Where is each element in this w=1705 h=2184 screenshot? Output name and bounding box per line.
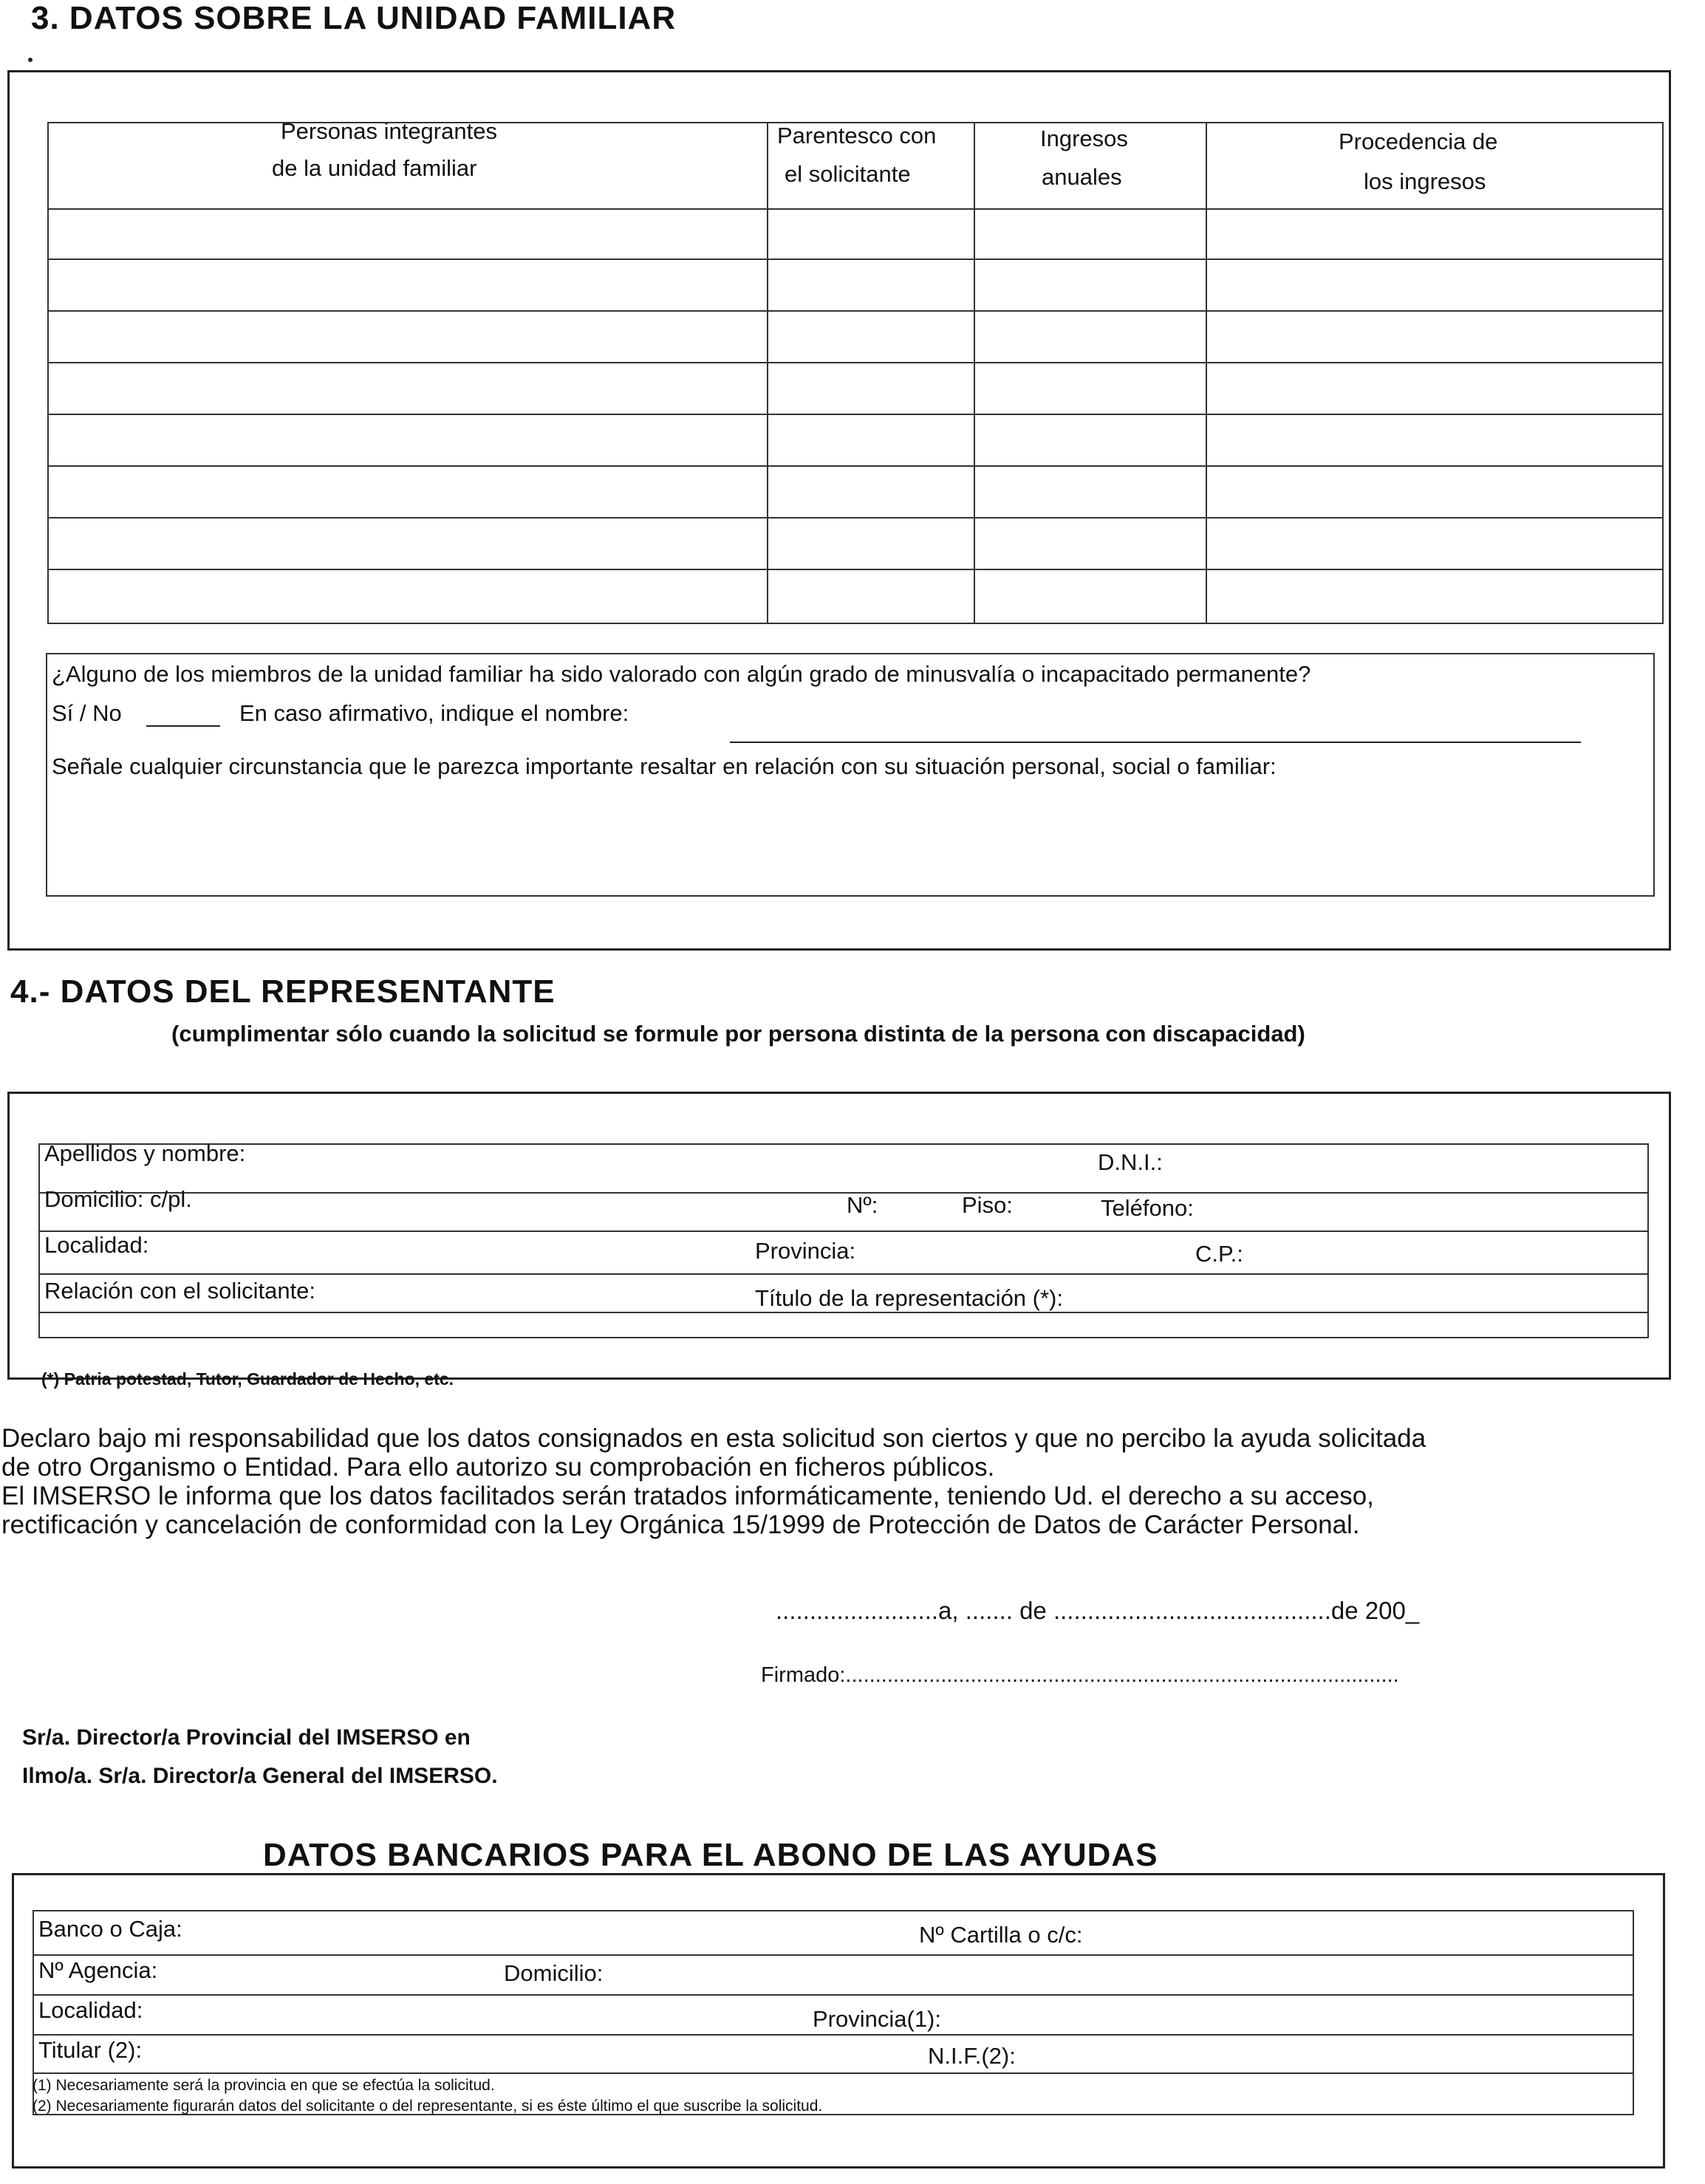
agencia-label[interactable]: Nº Agencia: [38, 1957, 158, 1983]
bank-provincia-label[interactable]: Provincia(1): [813, 2006, 941, 2032]
firmado-line[interactable]: Firmado:............................................................................................. [761, 1663, 1399, 1687]
table-row[interactable] [47, 570, 1664, 624]
addressee-line1: Sr/a. Director/a Provincial del IMSERSO en [22, 1725, 471, 1750]
minusvalia-question: ¿Alguno de los miembros de la unidad familiar ha sido valorado con algún grado de minusvalía o incapacitado permanente? [52, 661, 1311, 687]
dni-label[interactable]: D.N.I.: [1098, 1149, 1163, 1175]
apellidos-label[interactable]: Apellidos y nombre: [44, 1140, 246, 1166]
si-no-field[interactable] [146, 725, 220, 727]
header-personas-2: de la unidad familiar [272, 155, 477, 181]
header-personas-1: Personas integrantes [281, 118, 497, 144]
table-row[interactable] [47, 467, 1664, 518]
field-divider [33, 2034, 1634, 2036]
field-divider [38, 1192, 1649, 1194]
declaration-line1: Declaro bajo mi responsabilidad que los datos consignados en esta solicitud son ciertos y que no percibo la ayuda solicitada [1, 1424, 1426, 1453]
numero-label[interactable]: Nº: [847, 1192, 878, 1218]
table-row[interactable] [47, 518, 1664, 570]
addressee-line2: Ilmo/a. Sr/a. Director/a General del IMSERSO. [22, 1764, 498, 1788]
cartilla-label[interactable]: Nº Cartilla o c/c: [919, 1922, 1083, 1948]
date-line[interactable]: ........................a, ....... de .........................................de 200_ [776, 1597, 1420, 1624]
cp-label[interactable]: C.P.: [1195, 1241, 1243, 1267]
provincia-label[interactable]: Provincia: [755, 1238, 856, 1264]
localidad-label[interactable]: Localidad: [44, 1232, 149, 1258]
header-ingresos-2: anuales [1042, 164, 1122, 190]
declaration-line3: El IMSERSO le informa que los datos facilitados serán tratados informáticamente, teniendo Ud. el derecho a su acceso, [1, 1482, 1374, 1510]
declaration-line2: de otro Organismo o Entidad. Para ello autorizo su comprobación en ficheros públicos. [1, 1453, 995, 1482]
field-divider [38, 1273, 1649, 1275]
table-row[interactable] [47, 260, 1664, 312]
titular-label[interactable]: Titular (2): [38, 2037, 143, 2063]
relacion-label[interactable]: Relación con el solicitante: [44, 1278, 316, 1304]
table-row[interactable] [47, 363, 1664, 415]
header-ingresos-1: Ingresos [1040, 126, 1128, 151]
section4-title: 4.- DATOS DEL REPRESENTANTE [10, 973, 556, 1010]
bank-note2: (2) Necesariamente figurarán datos del solicitante o del representante, si es éste último el que suscribe la solicitud. [33, 2098, 823, 2115]
bank-note1: (1) Necesariamente será la provincia en que se efectúa la solicitud. [33, 2077, 495, 2094]
si-no-label: Sí / No [52, 700, 122, 726]
bank-localidad-label[interactable]: Localidad: [38, 1997, 143, 2023]
header-procedencia-2: los ingresos [1364, 168, 1486, 194]
bank-title: DATOS BANCARIOS PARA EL ABONO DE LAS AYUDAS [263, 1837, 1158, 1873]
section3-title: 3. DATOS SOBRE LA UNIDAD FAMILIAR [31, 0, 677, 36]
circunstancia-field[interactable] [52, 790, 1640, 886]
field-divider [38, 1230, 1649, 1232]
field-divider [33, 2072, 1634, 2074]
nif-label[interactable]: N.I.F.(2): [928, 2043, 1016, 2069]
table-row[interactable] [47, 415, 1664, 467]
section4-subtitle: (cumplimentar sólo cuando la solicitud se formule por persona distinta de la persona con discapacidad) [171, 1021, 1305, 1047]
field-divider [38, 1312, 1649, 1313]
table-row[interactable] [47, 312, 1664, 363]
header-parentesco-1: Parentesco con [777, 123, 937, 148]
titulo-label[interactable]: Título de la representación (*): [755, 1285, 1063, 1311]
field-divider [33, 1994, 1634, 1996]
banco-label[interactable]: Banco o Caja: [38, 1916, 182, 1942]
field-divider [33, 1954, 1634, 1956]
circunstancia-label: Señale cualquier circunstancia que le parezca importante resaltar en relación con su situación personal, social o familiar: [52, 753, 1277, 779]
declaration-line4: rectificación y cancelación de conformidad con la Ley Orgánica 15/1999 de Protección de Datos de Carácter Personal. [1, 1510, 1360, 1539]
piso-label[interactable]: Piso: [962, 1192, 1013, 1218]
domicilio-label[interactable]: Domicilio: c/pl. [44, 1186, 192, 1212]
header-parentesco-2: el solicitante [785, 161, 911, 187]
caso-afirmativo-label: En caso afirmativo, indique el nombre: [239, 700, 629, 726]
table-row[interactable] [47, 208, 1664, 260]
representante-footnote: (*) Patria potestad, Tutor, Guardador de Hecho, etc. [41, 1369, 454, 1389]
mark-dot [28, 58, 33, 62]
telefono-label[interactable]: Teléfono: [1101, 1195, 1194, 1221]
nombre-field[interactable] [730, 742, 1581, 743]
bank-domicilio-label[interactable]: Domicilio: [504, 1960, 604, 1986]
header-procedencia-1: Procedencia de [1339, 129, 1498, 154]
